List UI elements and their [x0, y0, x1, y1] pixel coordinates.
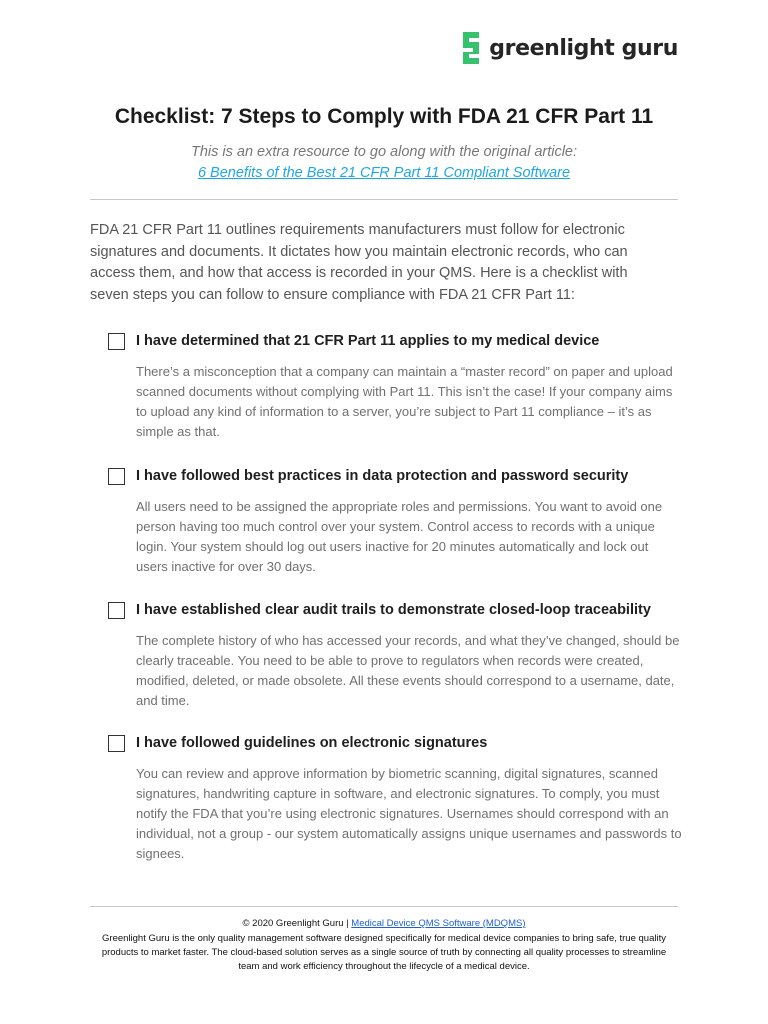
checklist-item-body: There’s a misconception that a company can maintain a “master record” on paper and upload scanned documents without complying with Part 11. This isn’t the case! If your company aims to upload any kind of information to a server, you’re subject to Part 11 compliance – it’s as simple as that. [136, 364, 673, 439]
checklist-item-title: I have followed guidelines on electronic signatures [136, 735, 488, 751]
header-divider [90, 199, 678, 200]
checkbox[interactable] [108, 333, 125, 350]
greenlight-guru-logo-icon [459, 30, 483, 66]
checklist-item-title: I have determined that 21 CFR Part 11 applies to my medical device [136, 333, 600, 349]
page-title: Checklist: 7 Steps to Comply with FDA 21 CFR Part 11 [114, 105, 654, 128]
checklist-item [108, 465, 688, 577]
footer-description: Greenlight Guru is the only quality management software designed specifically for medical device companies to bring safe, true quality products to market faster. The cloud-based solution serves as a single source of truth by connecting all quality processes to streamline team and work efficiency throughout the lifecycle of a medical device. [101, 933, 667, 972]
checklist-item [108, 599, 688, 711]
checklist-item-title: I have followed best practices in data protection and password security [136, 468, 629, 484]
subtitle-text: This is an extra resource to go along with the original article: [190, 144, 578, 160]
logo-text: greenlight guru [489, 35, 678, 61]
checkbox[interactable] [108, 735, 125, 752]
checklist-item-body: You can review and approve information by biometric scanning, digital signatures, scanned signatures, handwriting capture in software, and electronic signatures. To comply, you must notify the FDA that you’re using electronic signatures. Usernames should correspond with an individual, not a group - our system automatically assigns unique usernames and passwords to signees. [136, 766, 682, 861]
article-link[interactable]: 6 Benefits of the Best 21 CFR Part 11 Compliant Software [197, 165, 571, 181]
checklist-item-body: All users need to be assigned the appropriate roles and permissions. You want to avoid one person having too much control over your system. Control access to records with a unique login. Your system should log out users inactive for 20 minutes automatically and lock out users inactive for over 30 days. [136, 499, 663, 574]
checkbox[interactable] [108, 468, 125, 485]
checkbox[interactable] [108, 602, 125, 619]
checklist-item [108, 330, 688, 442]
footer-copyright: © 2020 Greenlight Guru | [242, 918, 349, 929]
checklist-item [108, 732, 688, 864]
footer [90, 917, 678, 974]
footer-divider [90, 906, 678, 907]
checklist-item-title: I have established clear audit trails to demonstrate closed-loop traceability [136, 602, 651, 618]
checklist-item-body: The complete history of who has accessed your records, and what they’ve changed, should be clearly traceable. You need to be able to prove to regulators when records were created, modified, deleted, or made obsolete. All these events should correspond to a username, date, and time. [136, 633, 680, 708]
brand-logo [459, 30, 678, 66]
intro-paragraph: FDA 21 CFR Part 11 outlines requirements manufacturers must follow for electronic signatures and documents. It dictates how you maintain electronic records, who can access them, and how that access is recorded in your QMS. Here is a checklist with seven steps you can follow to ensure compliance with FDA 21 CFR Part 11: [90, 222, 628, 303]
footer-link[interactable]: Medical Device QMS Software (MDQMS) [351, 918, 526, 929]
